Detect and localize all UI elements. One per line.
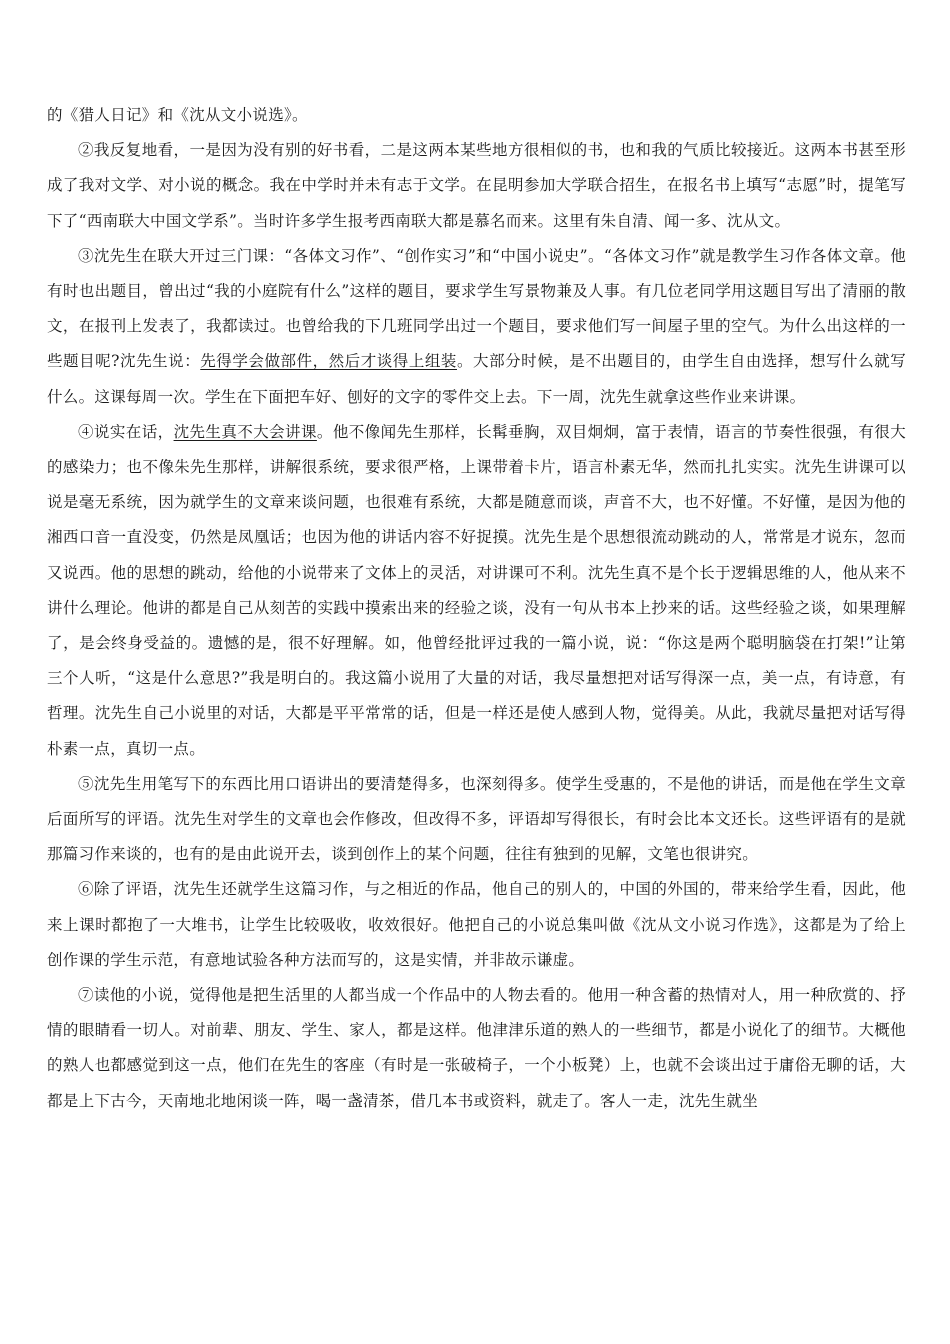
paragraph-4 — [47, 415, 906, 767]
paragraph-2 — [47, 133, 906, 239]
text-segment: ②我反复地看，一是因为没有别的好书看，二是这两本某些地方很相似的书，也和我的气质比较接近。这两本书甚至形成了我对文学、对小说的概念。我在中学时并未有志于文学。在昆明参加大学联合招生，在报名书上填写“志愿”时，提笔写下了“西南联大中国文学系”。当时许多学生报考西南联大都是慕名而来。这里有朱自清、闻一多、沈从文。 — [47, 141, 906, 230]
text-segment: ⑦读他的小说，觉得他是把生活里的人都当成一个作品中的人物去看的。他用一种含蓄的热情对人，用一种欣赏的、抒情的眼睛看一切人。对前辈、朋友、学生、家人，都是这样。他津津乐道的熟人的一些细节，都是小说化了的细节。大概他的熟人也都感觉到这一点，他们在先生的客座（有时是一张破椅子，一个小板凳）上，也就不会谈出过于庸俗无聊的话，大都是上下古今，天南地北地闲谈一阵，喝一盏清茶，借几本书或资料，就走了。客人一走，沈先生就坐 — [47, 986, 906, 1110]
text-segment: ③沈先生在联大开过三门课：“各体文习作”、“创作实习”和“中国小说史”。“各体文习作”就是教学生习作各体文章。他有时也出题目，曾出过“我的小庭院有什么”这样的题目，要求学生写景物兼及人事。有几位老同学用这题目写出了清丽的散文，在报刊上发表了，我都读过。也曾给我的下几班同学出过一个题目，要求他们写一间屋子里的空气。为什么出这样的一些题目呢?沈先生说： — [47, 246, 906, 371]
paragraph-6 — [47, 872, 906, 978]
text-segment: ④说实在话， — [78, 422, 174, 441]
text-segment: 。大部分时候，是不出题目的，由学生自由选择，想写什么就写什么。这课每周一次。学生在下面把车好、刨好的文字的零件交上去。下一周，沈先生就拿这些作业来讲课。 — [47, 352, 906, 406]
underlined-phrase: 沈先生真不大会讲课 — [173, 422, 317, 441]
paragraph-7 — [47, 978, 906, 1119]
paragraph-continuation — [47, 98, 906, 133]
underlined-phrase: 先得学会做部件，然后才谈得上组装 — [200, 352, 457, 371]
paragraph-3 — [47, 239, 906, 415]
text-segment: ⑥除了评语，沈先生还就学生这篇习作，与之相近的作品，他自己的别人的，中国的外国的，带来给学生看，因此，他来上课时都抱了一大堆书，让学生比较吸收，收效很好。他把自己的小说总集叫做《沈从文小说习作选》，这都是为了给上创作课的学生示范，有意地试验各种方法而写的，这是实情，并非故示谦虚。 — [47, 880, 906, 969]
text-segment: 的《猎人日记》和《沈从文小说选》。 — [47, 106, 308, 124]
text-segment: 。他不像闻先生那样，长髯垂胸，双目炯炯，富于表情，语言的节奏性很强，有很大的感染力；也不像朱先生那样，讲解很系统，要求很严格，上课带着卡片，语言朴素无华，然而扎扎实实。沈先生讲课可以说是毫无系统，因为就学生的文章来谈问题，也很难有系统，大都是随意而谈，声音不大，也不好懂。不好懂，是因为他的湘西口音一直没变，仍然是凤凰话；也因为他的讲话内容不好捉摸。沈先生是个思想很流动跳动的人，常常是才说东，忽而又说西。他的思想的跳动，给他的小说带来了文体上的灵活，对讲课可不利。沈先生真不是个长于逻辑思维的人，他从来不讲什么理论。他讲的都是自己从刻苦的实践中摸索出来的经验之谈，没有一句从书本上抄来的话。这些经验之谈，如果理解了，是会终身受益的。遗憾的是，很不好理解。如，他曾经批评过我的一篇小说，说：“你这是两个聪明脑袋在打架!”让第三个人听，“这是什么意思?”我是明白的。我这篇小说用了大量的对话，我尽量想把对话写得深一点，美一点，有诗意，有哲理。沈先生自己小说里的对话，大都是平平常常的话，但是一样还是使人感到人物，觉得美。从此，我就尽量把对话写得朴素一点，真切一点。 — [47, 422, 906, 758]
text-segment: ⑤沈先生用笔写下的东西比用口语讲出的要清楚得多，也深刻得多。使学生受惠的，不是他的讲话，而是他在学生文章后面所写的评语。沈先生对学生的文章也会作修改，但改得不多，评语却写得很长，有时会比本文还长。这些评语有的是就那篇习作来谈的，也有的是由此说开去，谈到创作上的某个问题，往往有独到的见解，文笔也很讲究。 — [47, 774, 906, 864]
paragraph-5 — [47, 767, 906, 873]
